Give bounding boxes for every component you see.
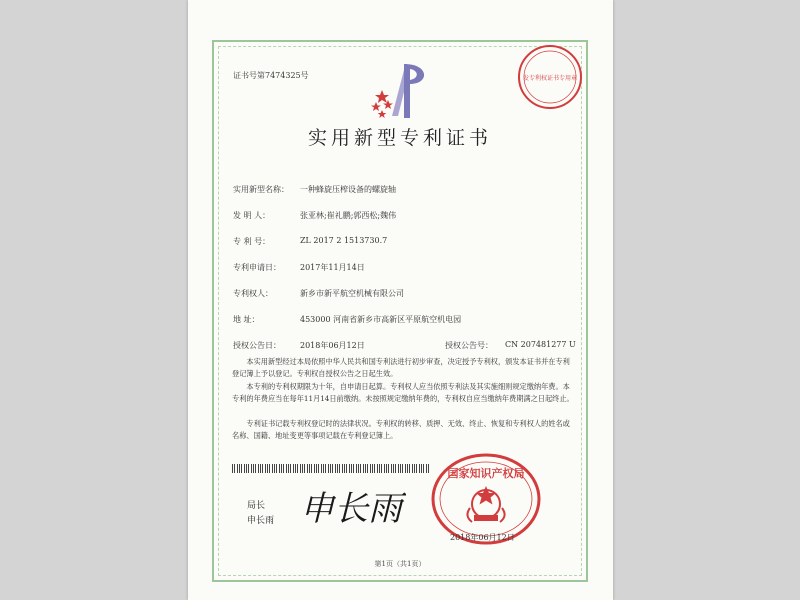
row-filing-date-value: 2017年11月14日 bbox=[300, 263, 365, 272]
row-inventor-label: 发 明 人： bbox=[233, 211, 271, 220]
grant-number-value: CN 207481277 U bbox=[505, 340, 576, 349]
row-filing-date-label: 专利申请日： bbox=[233, 263, 281, 272]
seal-date: 2018年06月12日 bbox=[450, 533, 515, 542]
certificate-number: 证书号第7474325号 bbox=[233, 71, 309, 80]
row-patentee-label: 专利权人： bbox=[233, 289, 273, 298]
certificate-stamp bbox=[515, 42, 585, 112]
row-name-label: 实用新型名称： bbox=[233, 185, 289, 194]
row-patent-no-label: 专 利 号： bbox=[233, 237, 271, 246]
paragraph-grant: 本实用新型经过本局依照中华人民共和国专利法进行初步审查，决定授予专利权，颁发本证书并在专利登记簿上予以登记。专利权自授权公告之日起生效。 bbox=[232, 357, 570, 378]
director-name: 申长雨 bbox=[247, 516, 275, 526]
barcode bbox=[232, 464, 430, 473]
row-patentee-value: 新乡市新平航空机械有限公司 bbox=[300, 289, 404, 298]
seal-text: 国家知识产权局 bbox=[447, 467, 525, 480]
row-inventor-value: 张亚林;崔礼鹏;郭西松;魏伟 bbox=[300, 211, 397, 220]
director-signature bbox=[296, 484, 406, 530]
stamp-text: 发专利权证书专用章 bbox=[522, 75, 578, 82]
row-address-label: 地 址： bbox=[233, 315, 260, 324]
signature-text: 申长雨 bbox=[300, 489, 402, 529]
page-footer: 第1页（共1页） bbox=[374, 560, 426, 568]
grant-number-label: 授权公告号： bbox=[445, 341, 493, 350]
row-patent-no-value: ZL 2017 2 1513730.7 bbox=[300, 236, 388, 245]
paragraph-term: 本专利的专利权期限为十年，自申请日起算。专利权人应当依照专利法及其实施细则规定缴纳年费。本专利的年费应当在每年11月14日前缴纳。未按照规定缴纳年费的，专利权自应当缴纳年费期满之日起终止。 bbox=[232, 382, 574, 403]
row-address-value: 453000 河南省新乡市高新区平原航空机电园 bbox=[300, 315, 462, 324]
grant-date-label: 授权公告日： bbox=[233, 341, 281, 350]
paragraph-register: 专利证书记载专利权登记时的法律状况。专利权的转移、质押、无效、终止、恢复和专利权人的姓名或名称、国籍、地址变更等事项记载在专利登记簿上。 bbox=[232, 419, 570, 440]
row-name-value: 一种蜂旋压榨设备的螺旋轴 bbox=[300, 185, 396, 194]
grant-date-value: 2018年06月12日 bbox=[300, 341, 365, 350]
patent-office-logo-icon bbox=[368, 62, 434, 122]
certificate-title: 实用新型专利证书 bbox=[307, 127, 492, 149]
director-title: 局长 bbox=[247, 501, 266, 511]
